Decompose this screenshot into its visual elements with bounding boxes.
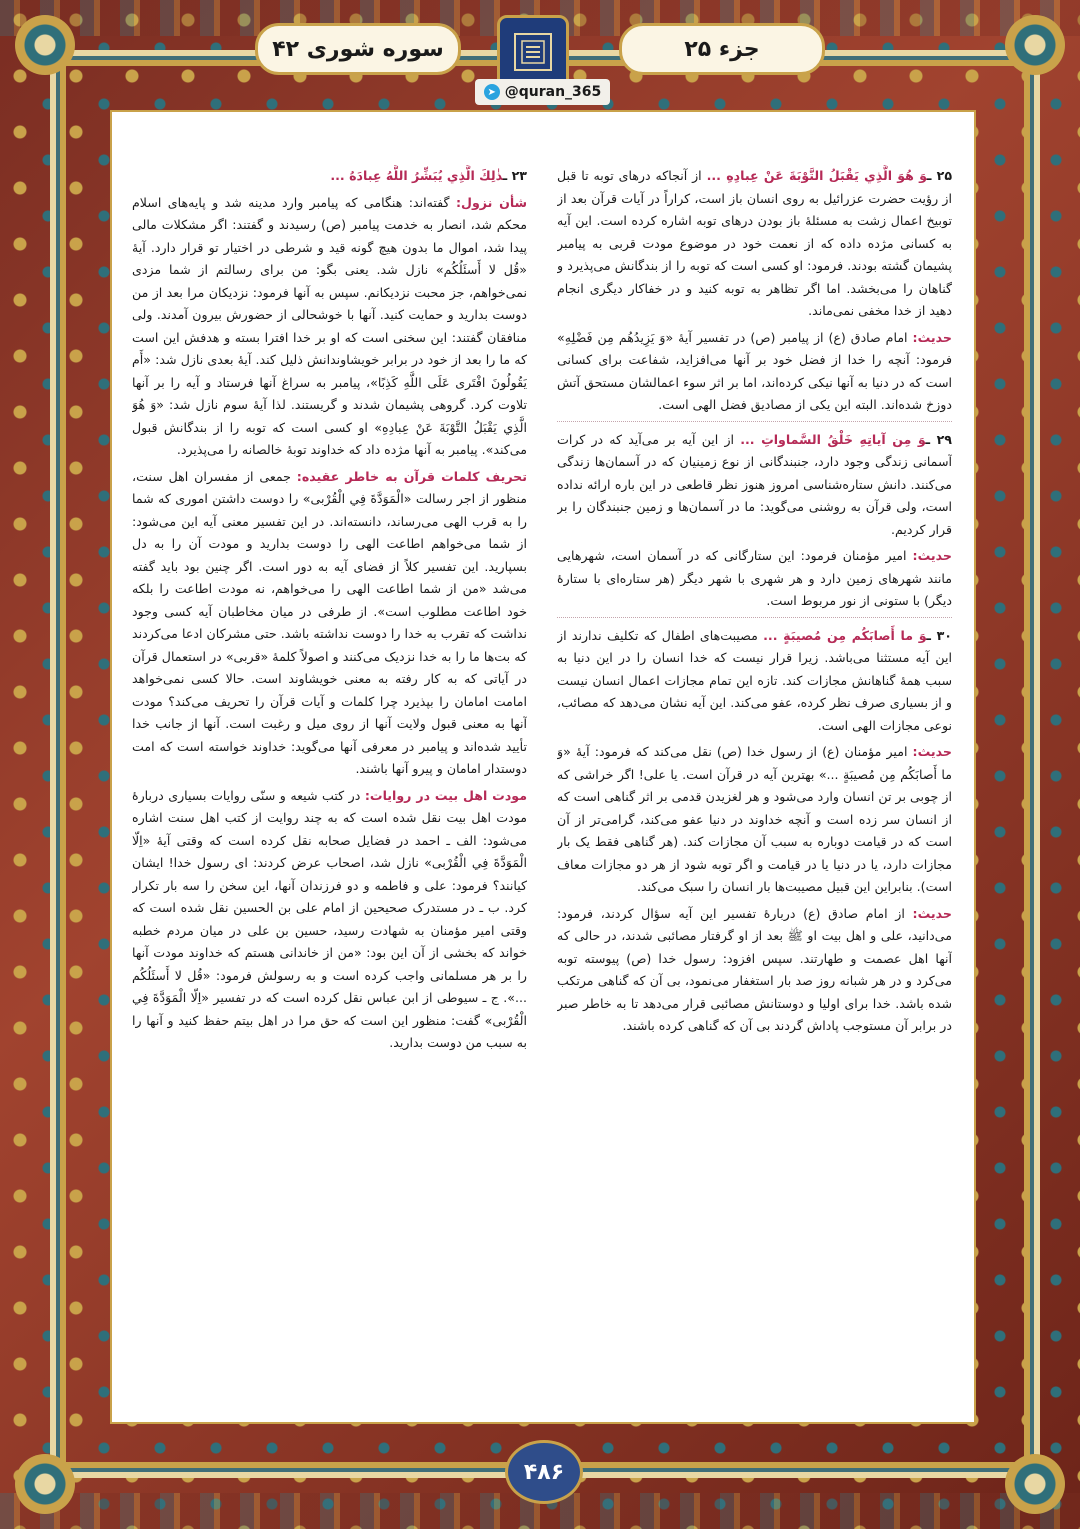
commentary-paragraph	[132, 466, 527, 781]
divider	[557, 617, 952, 619]
commentary-text: از امام صادق (ع) دربارهٔ تفسیر این آیه سؤال کردند، فرمود: می‌دانید، علی و اهل بیت او ﷺ بعد از او گرفتار مصائبی شدند، در حالی که آنها اهل عصمت و طهارتند. سپس افزود: رسول خدا (ص) پیوسته توبه می‌کرد و در هر شبانه روز صد بار استغفار می‌نمود، بی آن که گناهی مرتکب شده باشد. خدا برای اولیا و دوستانش مصائبی قرار می‌دهد تا به خاطر صبر در برابر آن مستوجب پاداش گردند بی آن که گناهی کرده باشند.	[557, 905, 952, 1033]
header-banner	[255, 15, 825, 79]
corner-ornament-icon	[15, 15, 75, 75]
section-heading: حدیث:	[912, 329, 952, 345]
verse-number: ۲۳ ـ	[502, 168, 527, 183]
commentary-text: امام صادق (ع) از پیامبر (ص) در تفسیر آیهٔ «وَ يَزِيدُهُم مِن فَضْلِهِ» فرمود: آنچه را خدا از فضل خود بر آنها می‌افزاید، شفاعت برای کسانی است که در دنیا به آنها نیکی کرده‌اند، اما بر اثر سوء اعمالشان مستحق آتش دوزخ شده‌اند. البته این یکی از مصادیق فضل الهی است.	[557, 329, 952, 412]
verse-number: ۲۹ ـ	[925, 431, 952, 447]
commentary-text: مصیبت‌های اطفال که تکلیف ندارند از این آیه مستثنا می‌باشد. زیرا قرار نیست که خدا انسان را در این دنیا به سبب همهٔ گناهانش مجازات کند. تازه این تمام مجازات اعمال انسان نیست و از بسیاری صرف نظر کرده، عفو می‌کند. این آیه نشان می‌دهد که مصائب، نوعی مجازات الهی است.	[557, 627, 952, 733]
corner-ornament-icon	[1005, 1454, 1065, 1514]
commentary-text: از این آیه بر می‌آید که در کرات آسمانی زندگی وجود دارد، جنبندگانی از نوع زمینیان که در آسمان‌ها زندگی می‌کنند. دانش ستاره‌شناسی امروز هنوز نظر قاطعی در این باره ارائه نداده است، ولی قرآن به روشنی می‌گوید: ما در آسمان‌ها و زمین جنبندگان را بر قرار کردیم.	[557, 431, 952, 537]
juz-label: جزء ۲۵	[619, 23, 825, 75]
section-heading: حدیث:	[912, 548, 952, 563]
commentary-paragraph	[132, 192, 527, 462]
section-heading: حدیث:	[912, 744, 952, 759]
section-heading: شأن نزول:	[455, 194, 527, 210]
telegram-icon: ➤	[484, 84, 500, 100]
commentary-paragraph	[132, 165, 527, 188]
logo-medallion-icon	[497, 15, 569, 89]
commentary-text: از آنجاکه درهای توبه تا قبل از رؤیت حضرت عزرائیل به روی انسان باز است، کراراً در آیات قرآن بعد از توبیخ اعمال زشت به مسئلهٔ باز بودن درهای توبه اشاره کرده است. این آیه به کسانی مژده داده که از نعمت خود در موضوع مودت قربی به پیامبر پشیمان گشته بودند. فرمود: او کسی است که توبه را از بندگانش می‌پذیرد و گناهان را می‌بخشد. اما اگر تظاهر به توبه کنید و در خفاکار دیگری انجام دهید از خدا مخفی نمی‌ماند.	[557, 168, 952, 318]
commentary-text: امیر مؤمنان (ع) از رسول خدا (ص) نقل می‌کند که فرمود: آیهٔ «وَ ما أَصابَكُم مِن مُصيبَةٍ ...» بهترین آیه در قرآن است. یا علی! اگر خراشی که از چوبی بر تن انسان وارد می‌شود و هر لغزیدن قدمی بر اثر گناهی است که از انسان سر زده است و آنچه خداوند در دنیا عفو می‌کند، گرامی‌تر از آن است که در قیامت دوباره به سبب آن مجازات کند. (هر گناهی فقط یک بار مجازات دارد، یا در دنیا یا در قیامت و اگر توبه شود از هر دو مجازات معاف است). بنابراین این قبیل مصیبت‌ها بار انسان را سبک می‌کند.	[557, 744, 952, 894]
channel-handle: @quran_365	[504, 84, 602, 100]
verse-quote: وَ مِن آياتِهِ خَلْقُ السَّماواتِ ...	[740, 431, 926, 447]
verse-quote: ذٰلِكَ الَّذِي يُبَشِّرُ اللَّهُ عِبادَهُ ...	[330, 168, 503, 183]
commentary-paragraph	[557, 903, 952, 1038]
section-heading: مودت اهل بیت در روایات:	[364, 787, 527, 803]
verse-number: ۲۵ ـ	[927, 168, 952, 183]
verse-quote: وَ ما أَصابَكُم مِن مُصيبَةٍ ...	[763, 627, 927, 643]
corner-ornament-icon	[15, 1454, 75, 1514]
commentary-text: در کتب شیعه و سنّی روایات بسیاری دربارهٔ مودت اهل بیت نقل شده است که به چند روایت از کتب اهل سنت اشاره می‌شود: الف ـ احمد در فضایل صحابه نقل کرده است که وقتی آیهٔ «اِلّا الْمَوَدَّةَ فِي الْقُرْبى» نازل شد، اصحاب عرض کردند: ای رسول خدا! ایشان کیانند؟ فرمود: علی و فاطمه و دو فرزندان آنها، این سخن را سه بار تکرار کرد. ب ـ در مستدرک صحیحین از امام علی بن الحسین نقل شده است که وقتی امیر مؤمنان به شهادت رسید، حسین بن علی در میان مردم خطبه خواند که بخشی از آن این بود: «من از خاندانی هستم که خداوند مودت آنها را بر هر مسلمانی واجب کرده است و به رسولش فرمود: «قُل لا أَسئَلُكُم ...». ج ـ سیوطی از ابن عباس نقل کرده است که در تفسیر «اِلّا الْمَوَدَّةَ فِي الْقُرْبى» گفت: منظور این است که حق مرا در اهل بیتم حفظ کنید و آنها را به سبب من دوست بدارید.	[132, 787, 527, 1050]
channel-tag[interactable]	[475, 79, 610, 105]
verse-number: ۳۰ ـ	[926, 627, 952, 643]
commentary-paragraph	[557, 327, 952, 417]
page-number-badge: ۴۸۶	[505, 1440, 583, 1504]
commentary-paragraph	[557, 741, 952, 899]
commentary-paragraph	[132, 785, 527, 1055]
commentary-paragraph	[557, 165, 952, 323]
commentary-text: گفته‌اند: هنگامی که پیامبر وارد مدینه شد و پایه‌های اسلام محکم شد، انصار به خدمت پیامبر (ص) رسیدند و گفتند: اگر مشکلات مالی پیدا شد، اموال ما بدون هیچ گونه قید و شرطی در اختیار تو قرار دارد. آیهٔ «قُل لا أَسئَلُكُم» نازل شد. یعنی بگو: من برای رسالتم از شما مزدی نمی‌خواهم، جز محبت نزدیکانم. سپس به آنها فرمود: نزدیکان مرا بعد از من دوست بدارید و حمایت کنید. آنها با خوشحالی از حضورش بیرون آمدند. ولی منافقان گفتند: این سخنی است که او بر خدا افترا بسته و هدفش این است که ما را بعد از خود در برابر خویشاوندانش ذلیل کند. آیهٔ بعدی نازل شد: «أَم يَقُولُونَ افْتَرى عَلَى اللَّهِ كَذِبًا»، پیامبر به سراغ آنها فرستاد و آیه را بر آنها تلاوت کرد. گروهی پشیمان شدند و گریستند. لذا آیهٔ سوم نازل شد: «وَ هُوَ الَّذِي يَقْبَلُ التَّوْبَةَ عَنْ عِبادِهِ» او کسی است که توبه را از بندگانش قبول می‌کند». پیامبر به آنها مژده داد که خداوند توبهٔ خالصانه را می‌پذیرد.	[132, 194, 527, 457]
corner-ornament-icon	[1005, 15, 1065, 75]
verse-quote: وَ هُوَ الَّذِي يَقْبَلُ التَّوْبَةَ عَنْ عِبادِهِ ...	[706, 168, 928, 183]
commentary-paragraph	[557, 625, 952, 738]
commentary-paragraph	[557, 429, 952, 542]
section-heading: تحریف کلمات قرآن به خاطر عقیده:	[296, 468, 527, 484]
commentary-columns	[132, 165, 952, 1385]
commentary-text: جمعی از مفسران اهل سنت، منظور از اجر رسالت «الْمَوَدَّةَ فِي الْقُرْبى» را دوست داشتن اموری که شما را به قرب الهی می‌رساند، دانسته‌اند. در این تفسیر معنی آیه این می‌شود: از شما می‌خواهم اطاعت الهی را دوست بدارید و مودت آن را به دل بسپارید. این تفسیر کلاً از فضای آیه به دور است. اگر چنین بود باید گفته می‌شد «من از شما اطاعت الهی را می‌خواهم، نه مودت اطاعت را بلکه خود اطاعت مطلوب است». از طرفی در میان مخاطبان آیه کسی وجود نداشت که تقرب به خدا را دوست نداشته باشد. حتی مشرکان ادعا می‌کردند که بت‌ها ما را به خدا نزدیک می‌کنند و اصولاً کلمهٔ «قربی» در استعمال قرآن در آیاتی که به کار رفته به معنی خویشاوند است. حالا کسی نمی‌خواهد امامت امامان را بپذیرد چرا کلمات و آیات قرآن را تحریف می‌کند؟ مودت آنها به معنی قبول ولایت آنها از روی میل و رغبت است. آنها از جانب خدا تأیید شده‌اند و پیامبر در معرفی آنها می‌گوید: خداوند خواسته است که امت دوستدار امامان و پیرو آنها باشند.	[132, 468, 527, 776]
commentary-text: امیر مؤمنان فرمود: این ستارگانی که در آسمان است، شهرهایی مانند شهرهای زمین دارد و هر شهری با شهر دیگر (هر ستاره‌ای با ستارهٔ دیگر) با ستونی از نور مربوط است.	[557, 548, 952, 608]
left-column	[557, 165, 952, 1385]
commentary-paragraph	[557, 545, 952, 613]
surah-label: سوره شوری ۴۲	[255, 23, 461, 75]
calligraphy-logo-icon	[512, 31, 554, 73]
right-column	[132, 165, 527, 1385]
divider	[557, 421, 952, 423]
section-heading: حدیث:	[912, 905, 952, 921]
